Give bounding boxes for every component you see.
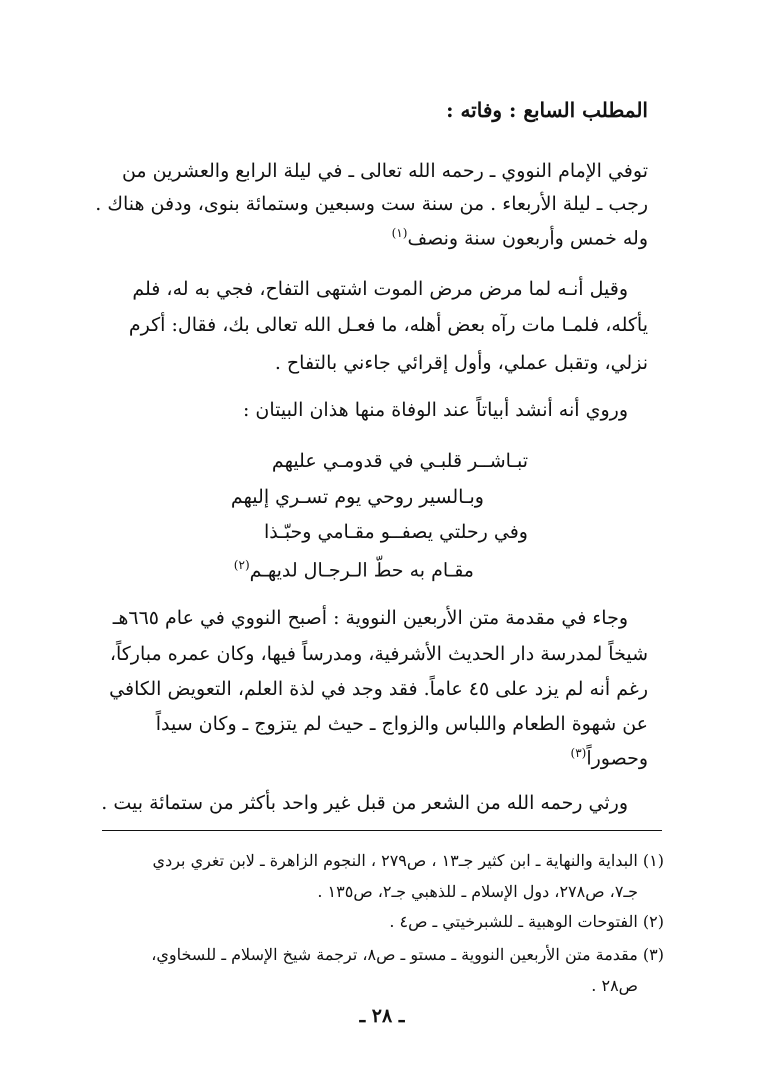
- footnote-divider: [102, 830, 662, 831]
- footnote-3-line2: ص٢٨ .: [591, 976, 638, 995]
- footnote-ref-3: (٣): [570, 746, 587, 760]
- para2-line3: نزلي، وتقبل عملي، وأول إقرائي جاءني بالتفاح .: [274, 352, 648, 374]
- verse-3: وفي رحلتي يصفــو مقـامي وحبّـذا: [264, 521, 528, 543]
- page-number: ـ ٢٨ ـ: [359, 1005, 405, 1027]
- footnote-3-line1: (٣) مقدمة متن الأربعين النووية ـ مستو ـ ص٨، ترجمة شيخ الإسلام ـ للسخاوي،: [151, 945, 664, 964]
- para5-line: ورثي رحمه الله من الشعر من قبل غير واحد بأكثر من ستمائة بيت .: [101, 792, 628, 814]
- para1-line1: توفي الإمام النووي ـ رحمه الله تعالى ـ في ليلة الرابع والعشرين من: [121, 160, 648, 182]
- footnote-ref-1: (١): [391, 226, 408, 240]
- para4-line5-text: وحصوراً: [586, 747, 648, 770]
- para4-line4: عن شهوة الطعام واللباس والزواج ـ حيث لم يتزوج ـ وكان سيداً: [155, 713, 648, 735]
- footnote-2: (٢) الفتوحات الوهبية ـ للشبرخيتي ـ ص٤ .: [389, 912, 664, 931]
- para4-line5: [571, 746, 649, 769]
- para4-line3: رغم أنه لم يزد على ٤٥ عاماً. فقد وجد في لذة العلم، التعويض الكافي: [109, 678, 648, 700]
- para1-line2: رجب ـ ليلة الأربعاء . من سنة ست وسبعين وستمائة بنوى، ودفن هناك .: [95, 193, 648, 215]
- para3-line: وروي أنه أنشد أبياتاً عند الوفاة منها هذان البيتان :: [242, 399, 628, 421]
- verse-1: تبـاشــر قلبـي في قدومـي عليهم: [271, 450, 528, 472]
- footnote-1-line1: (١) البداية والنهاية ـ ابن كثير جـ١٣ ، ص٢٧٩ ، النجوم الزاهرة ـ لابن تغري بردي: [152, 851, 664, 870]
- para4-line2: شيخاً لمدرسة دار الحديث الأشرفية، ومدرساً فيها، وكان عمره مباركاً،: [109, 643, 648, 665]
- verse-4: [234, 558, 474, 581]
- footnote-1-line2: جـ٧، ص٢٧٨، دول الإسلام ـ للذهبي جـ٢، ص١٣٥ .: [317, 882, 638, 901]
- verse-2: وبـالسير روحي يوم تسـري إليهم: [230, 486, 484, 508]
- verse-4-text: مقـام به حطّ الـرجـال لديهـم: [249, 559, 474, 582]
- para1-line3: [392, 226, 648, 249]
- section-heading: المطلب السابع : وفاته :: [446, 98, 648, 122]
- para2-line2: يأكله، فلمـا مات رآه بعض أهله، ما فعـل الله تعالى بك، فقال: أكرم: [128, 314, 648, 336]
- para2-line1: وقيل أنـه لما مرض مرض الموت اشتهى التفاح، فجي به له، فلم: [132, 278, 628, 300]
- para1-line3-text: وله خمس وأربعون سنة ونصف: [407, 227, 648, 250]
- para4-line1: وجاء في مقدمة متن الأربعين النووية : أصبح النووي في عام ٦٦٥هـ: [112, 607, 628, 629]
- footnote-ref-2: (٢): [233, 558, 250, 572]
